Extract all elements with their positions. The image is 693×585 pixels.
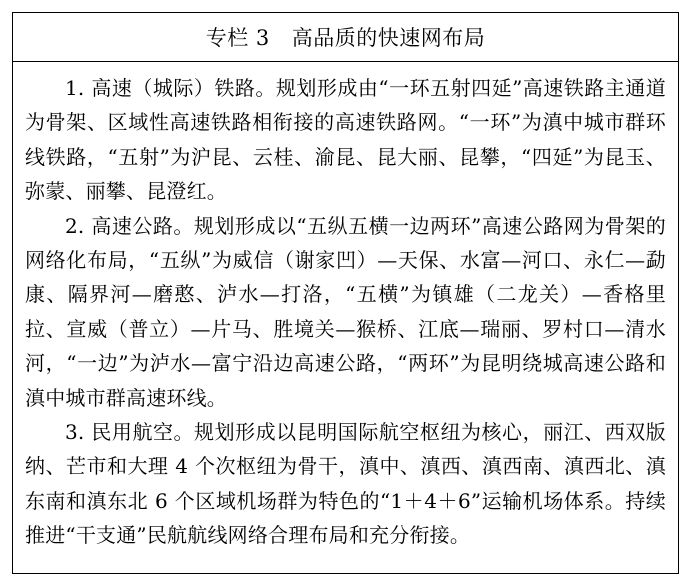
column-title-bar: [13, 13, 678, 62]
paragraph-expressway: 2. 高速公路。规划形成以“五纵五横一边两环”高速公路网为骨架的网络化布局，“五纵”为威信（谢家凹）—天保、水富—河口、永仁—勐康、隔界河—磨憨、泸水—打洛，“五横”为镇雄（二龙关）—香格里拉、宣威（普立）—片马、胜境关—猴桥、江底—瑞丽、罗村口—清水河，“一边”为泸水—富宁沿边高速公路，“两环”为昆明绕城高速公路和滇中城市群高速环线。: [25, 213, 666, 410]
paragraph-high-speed-rail: 1. 高速（城际）铁路。规划形成由“一环五射四延”高速铁路主通道为骨架、区域性高速铁路相衔接的高速铁路网。“一环”为滇中城市群环线铁路，“五射”为沪昆、云桂、渝昆、昆大丽、昆攀，“四延”为昆玉、弥蒙、丽攀、昆澄红。: [25, 76, 666, 204]
column-label: 专栏 3: [205, 26, 270, 50]
column-box: [12, 12, 679, 574]
column-title: 高品质的快速网布局: [291, 26, 486, 50]
column-body: [13, 62, 678, 553]
paragraph-civil-aviation: 3. 民用航空。规划形成以昆明国际航空枢纽为核心，丽江、西双版纳、芒市和大理 4 个次枢纽为骨干，滇中、滇西、滇西南、滇西北、滇东南和滇东北 6 个区域机场群为特色的“1＋4＋6”运输机场体系。持续推进“干支通”民航航线网络合理布局和充分衔接。: [25, 420, 666, 548]
